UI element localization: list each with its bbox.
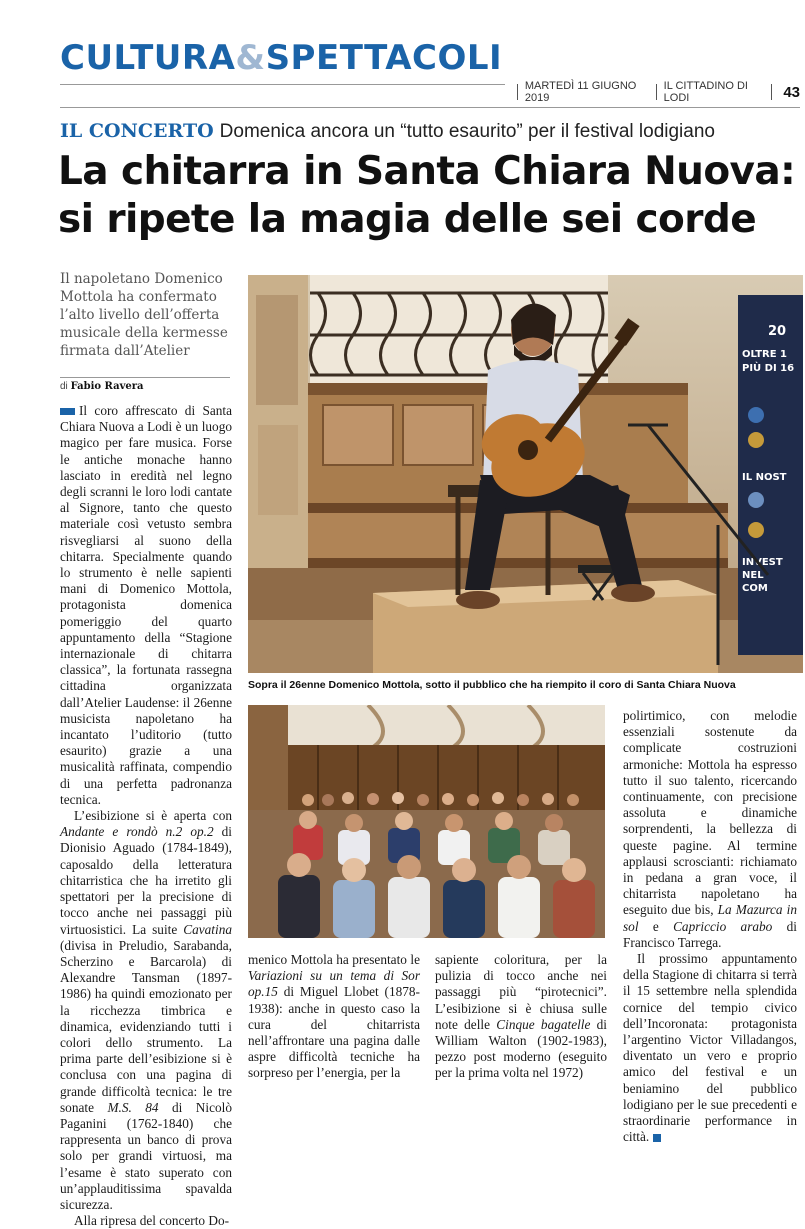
issue-date: MARTEDÌ 11 GIUGNO 2019 <box>524 80 637 104</box>
headline-line-2: si ripete la magia delle sei corde <box>58 197 757 242</box>
banner-text: OLTRE 1 <box>742 349 788 360</box>
header-separator <box>656 84 657 100</box>
article-column-2 <box>248 952 420 1082</box>
banner-text: PIÙ DI 16 <box>742 363 795 374</box>
section-title <box>60 38 502 78</box>
header-separator <box>771 84 772 100</box>
headline <box>58 148 803 244</box>
paragraph-3: Alla ripresa del concerto Do- <box>74 1213 230 1229</box>
section-title-ampersand: & <box>235 38 266 78</box>
photo-guitarist <box>248 275 803 673</box>
section-title-cultura: CULTURA <box>60 38 236 78</box>
work-title: Capriccio arabo <box>673 918 773 934</box>
banner-text: 20 <box>768 324 787 339</box>
column-3-text: di William Walton (1902-1983), pezzo post moderno (eseguito per la prima volta nel 1972) <box>435 1016 608 1081</box>
audience-photo-illustration <box>248 705 605 938</box>
lead-square-marker <box>60 408 75 415</box>
guitarist-photo-illustration <box>248 275 803 673</box>
section-title-spettacoli: SPETTACOLI <box>265 38 503 78</box>
work-title: Cavatina <box>183 921 232 937</box>
standfirst: Il napoletano Domenico Mottola ha confermato l’alto livello dell’offerta musicale della kermesse firmata dall’Atelier <box>60 271 228 359</box>
paragraph-2-text: L’esibizione si è aperta con <box>74 808 232 824</box>
column-4-text: polirtimico, con melodie essenziali sostenute da complicate costruzioni armoniche: Mottola ha espresso tutto il suo talento, ricercando continuamente, con precisione assoluta e dinamiche sorprendenti, la bellezza di queste pagine. Al termine applausi scroscianti: richiamato in pedana a gran voce, il chitarrista napoletano ha eseguito due bis, <box>623 708 797 918</box>
banner-text: COM <box>742 583 768 594</box>
header-separator <box>517 84 518 100</box>
paragraph-1 <box>60 403 232 808</box>
banner-text: IL NOST <box>742 472 787 483</box>
headline-line-1: La chitarra in Santa Chiara Nuova: <box>58 149 796 194</box>
column-2-text: menico Mottola ha presentato le <box>248 952 420 967</box>
column-2-text: di Miguel Llobet (1878-1938): anche in questo caso la cura del chitarrista nell’affrontare una pagina dalle aspre difficoltà tecniche ha sorpreso per l’energia, per la <box>248 984 420 1081</box>
column-3-paragraph <box>435 952 607 1082</box>
paragraph-2-text: di Nicolò Paganini (1762-1840) che rappresenta un banco di prova solo per grandi virtuosi, ma l’esame è stato superato con un’applauditissima spavalda sicurezza. <box>60 1099 233 1212</box>
work-title: La Mazurca in sol <box>623 902 797 934</box>
page-number: 43 <box>783 83 800 101</box>
article-column-1 <box>60 403 232 1229</box>
column-4-paragraph-2 <box>623 951 797 1145</box>
column-4-text: Il prossimo appuntamento della Stagione di chitarra si terrà il 15 settembre nella splendida cornice del tempio civico dell’Incoronata: protagonista l’argentino Victor Villadangos, diventato un vero e proprio amico del festival e un beniamino del pubblico lodigiano per le sue precedenti e straordinarie performance in città. <box>623 951 797 1145</box>
end-square-marker <box>653 1134 661 1142</box>
article-column-3 <box>435 952 607 1082</box>
kicker-label: IL CONCERTO <box>60 120 214 142</box>
work-title: Cinque bagatelle <box>496 1016 591 1032</box>
photo-caption: Sopra il 26enne Domenico Mottola, sotto il pubblico che ha riempito il coro di Santa Chiara Nuova <box>248 679 736 691</box>
column-4-paragraph-1 <box>623 708 797 951</box>
column-4-text: di Francisco Tarrega. <box>623 918 797 950</box>
byline <box>60 381 144 392</box>
photo-audience <box>248 705 605 938</box>
header-bottom-rule <box>60 107 800 108</box>
work-title: Andante e rondò n.2 op.2 <box>60 824 214 840</box>
newspaper-name: IL CITTADINO DI LODI <box>663 80 748 104</box>
paragraph-2-text: (divisa in Preludio, Sarabanda, Scherzino e Barcarola) di Alexandre Tansman (1897-1986) ha quindi emozionato per la ricchezza timbrica e dinamica, evidenziando tutti i colori dello strumento. La prima parte dell’esibizione si è conclusa con una pagina di grande difficoltà tecnica: le tre sonate <box>60 937 232 1115</box>
article-column-4 <box>623 708 797 1145</box>
banner-text: NEL <box>742 570 764 581</box>
kicker <box>60 120 715 143</box>
column-2-paragraph <box>248 952 420 1082</box>
work-title: Variazioni su un tema di Sor op.15 <box>248 968 420 1000</box>
column-3-text: sapiente coloritura, per la pulizia di tocco anche nei passaggi più “pirotecnici”. L’esibizione si è chiusa sulle note delle <box>435 952 607 1032</box>
banner-text: INVEST <box>742 557 783 568</box>
byline-prefix: di <box>60 381 68 392</box>
paragraph-2 <box>60 808 232 1213</box>
header-meta <box>510 80 800 104</box>
byline-rule <box>60 377 230 378</box>
header-rule <box>60 84 505 85</box>
paragraph-2-text: di Dionisio Aguado (1784-1849), caposaldo della letteratura chitarristica che ha irretito gli spettatori per la precisione di tocco anche nei passaggi più virtuosistici. La suite <box>60 824 232 937</box>
column-4-text: e <box>638 918 674 934</box>
paragraph-1-text: Il coro affrescato di Santa Chiara Nuova a Lodi è un luogo magico per fare musica. Forse le antiche monache hanno lasciato in eredità nel legno degli scranni le loro lodi cantate al Signore, tanto che questo materiale così vetusto sembra risvegliarsi al suono della chitarra. Specialmente quando lo strumento è nelle sapienti mani di Domenico Mottola, protagonista domenica pomeriggio del quarto appuntamento della “Stagione internazionale di chitarra classica”, la fortunata rassegna cittadina organizzata dall’Atelier Laudense: il 26enne musicista napoletano ha incantato l’uditorio (tutto esaurito) grazie a una musicalità raffinata, compendio di una perfetta padronanza tecnica. <box>60 403 232 807</box>
byline-author: Fabio Ravera <box>70 381 144 392</box>
work-title: M.S. 84 <box>107 1099 159 1115</box>
kicker-text: Domenica ancora un “tutto esaurito” per il festival lodigiano <box>219 121 715 142</box>
